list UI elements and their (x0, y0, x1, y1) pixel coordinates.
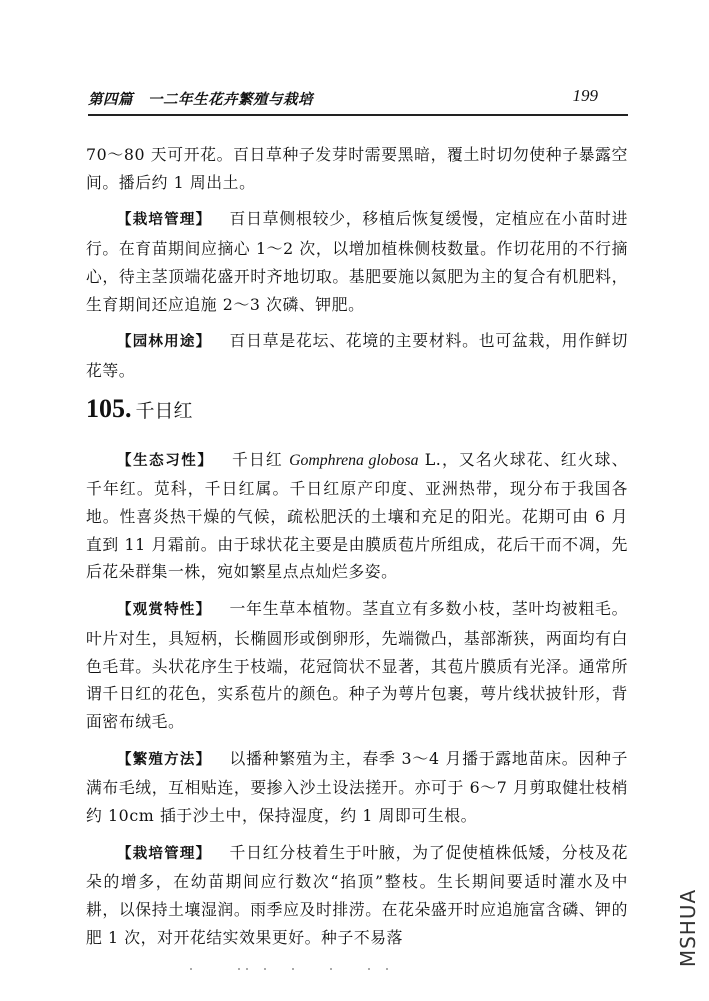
paragraph-label: 【生态习性】 (117, 452, 214, 469)
paragraph-label: 【栽培管理】 (117, 212, 212, 229)
paragraph-text: 千日红分枝着生于叶腋，为了促使植株低矮，分枝及花朵的增多，在幼苗期间应行数次“掐顶”整枝。生长期间要适时灌水及中耕，以保持土壤湿润。雨季应及时排涝。在花朵盛开时应追施富含磷、钾的肥 1 次，对开花结实效果更好。种子不易落 (86, 842, 628, 947)
section-number: 105. (86, 393, 132, 423)
latin-species-name: Gomphrena globosa (289, 451, 419, 469)
paragraph-text: 70～80 天可开花。百日草种子发芽时需要黑暗，覆土时切勿使种子暴露空间。播后约 1 周出土。 (86, 145, 628, 192)
body-paragraph (86, 205, 628, 318)
paragraph-text-lead: 千日红 (231, 449, 290, 469)
paragraph-label: 【观赏特性】 (117, 602, 212, 619)
paragraph-label: 【繁殖方法】 (117, 751, 212, 768)
body-paragraph (86, 141, 628, 196)
paragraph-text: 百日草侧根较少，移植后恢复缓慢，定植应在小苗时进行。在育苗期间应摘心 1～2 次，以增加植株侧枝数量。作切花用的不行摘心，待主茎顶端花盛开时齐地切取。基肥要施以氮肥为主的复合有机肥料，生育期间还应追施 2～3 次磷、钾肥。 (86, 209, 628, 314)
body-paragraph (86, 745, 628, 830)
scan-specks (180, 966, 420, 972)
paragraph-label: 【栽培管理】 (117, 845, 212, 862)
page-body (86, 141, 628, 961)
body-paragraph (86, 839, 628, 952)
paragraph-text: 以播种繁殖为主，春季 3～4 月播于露地苗床。因种子满布毛绒，互相贴连，要掺入沙土设法搓开。亦可于 6～7 月剪取健壮枝梢约 10cm 插于沙土中，保持湿度，约 1 周即可生根。 (86, 748, 629, 826)
paragraph-text: 一年生草本植物。茎直立有多数小枝，茎叶均被粗毛。叶片对生，具短柄，长椭圆形或倒卵形，先端微凸，基部渐狭，两面均有白色毛茸。头状花序生于枝端，花冠筒状不显著，其苞片膜质有光泽。通常所谓千日红的花色，实系苞片的颜色。种子为萼片包裹，萼片线状披针形，背面密布绒毛。 (86, 599, 628, 731)
paragraph-text: 百日草是花坛、花境的主要材料。也可盆栽，用作鲜切花等。 (86, 331, 628, 380)
body-paragraph (86, 327, 628, 384)
running-header (88, 88, 628, 122)
body-paragraph (86, 595, 628, 736)
section-title: 千日红 (135, 399, 193, 422)
section-heading (86, 394, 628, 430)
watermark: MSHUA (676, 888, 700, 968)
paragraph-text: L.，又名火球花、红火球、千年红。苋科，千日红属。千日红原产印度、亚洲热带，现分布于我国各地。性喜炎热干燥的气候，疏松肥沃的土壤和充足的阳光。花期可由 6 月直到 11 月霜前。由于球状花主要是由膜质苞片所组成，花后干而不凋，先后花朵群集一株，宛如繁星点点灿烂多姿。 (86, 449, 629, 582)
body-paragraph (86, 446, 628, 587)
paragraph-label: 【园林用途】 (117, 334, 212, 351)
header-rule (88, 114, 628, 116)
chapter-title: 第四篇 一二年生花卉繁殖与栽培 (88, 92, 313, 108)
page-number: 199 (572, 86, 598, 105)
